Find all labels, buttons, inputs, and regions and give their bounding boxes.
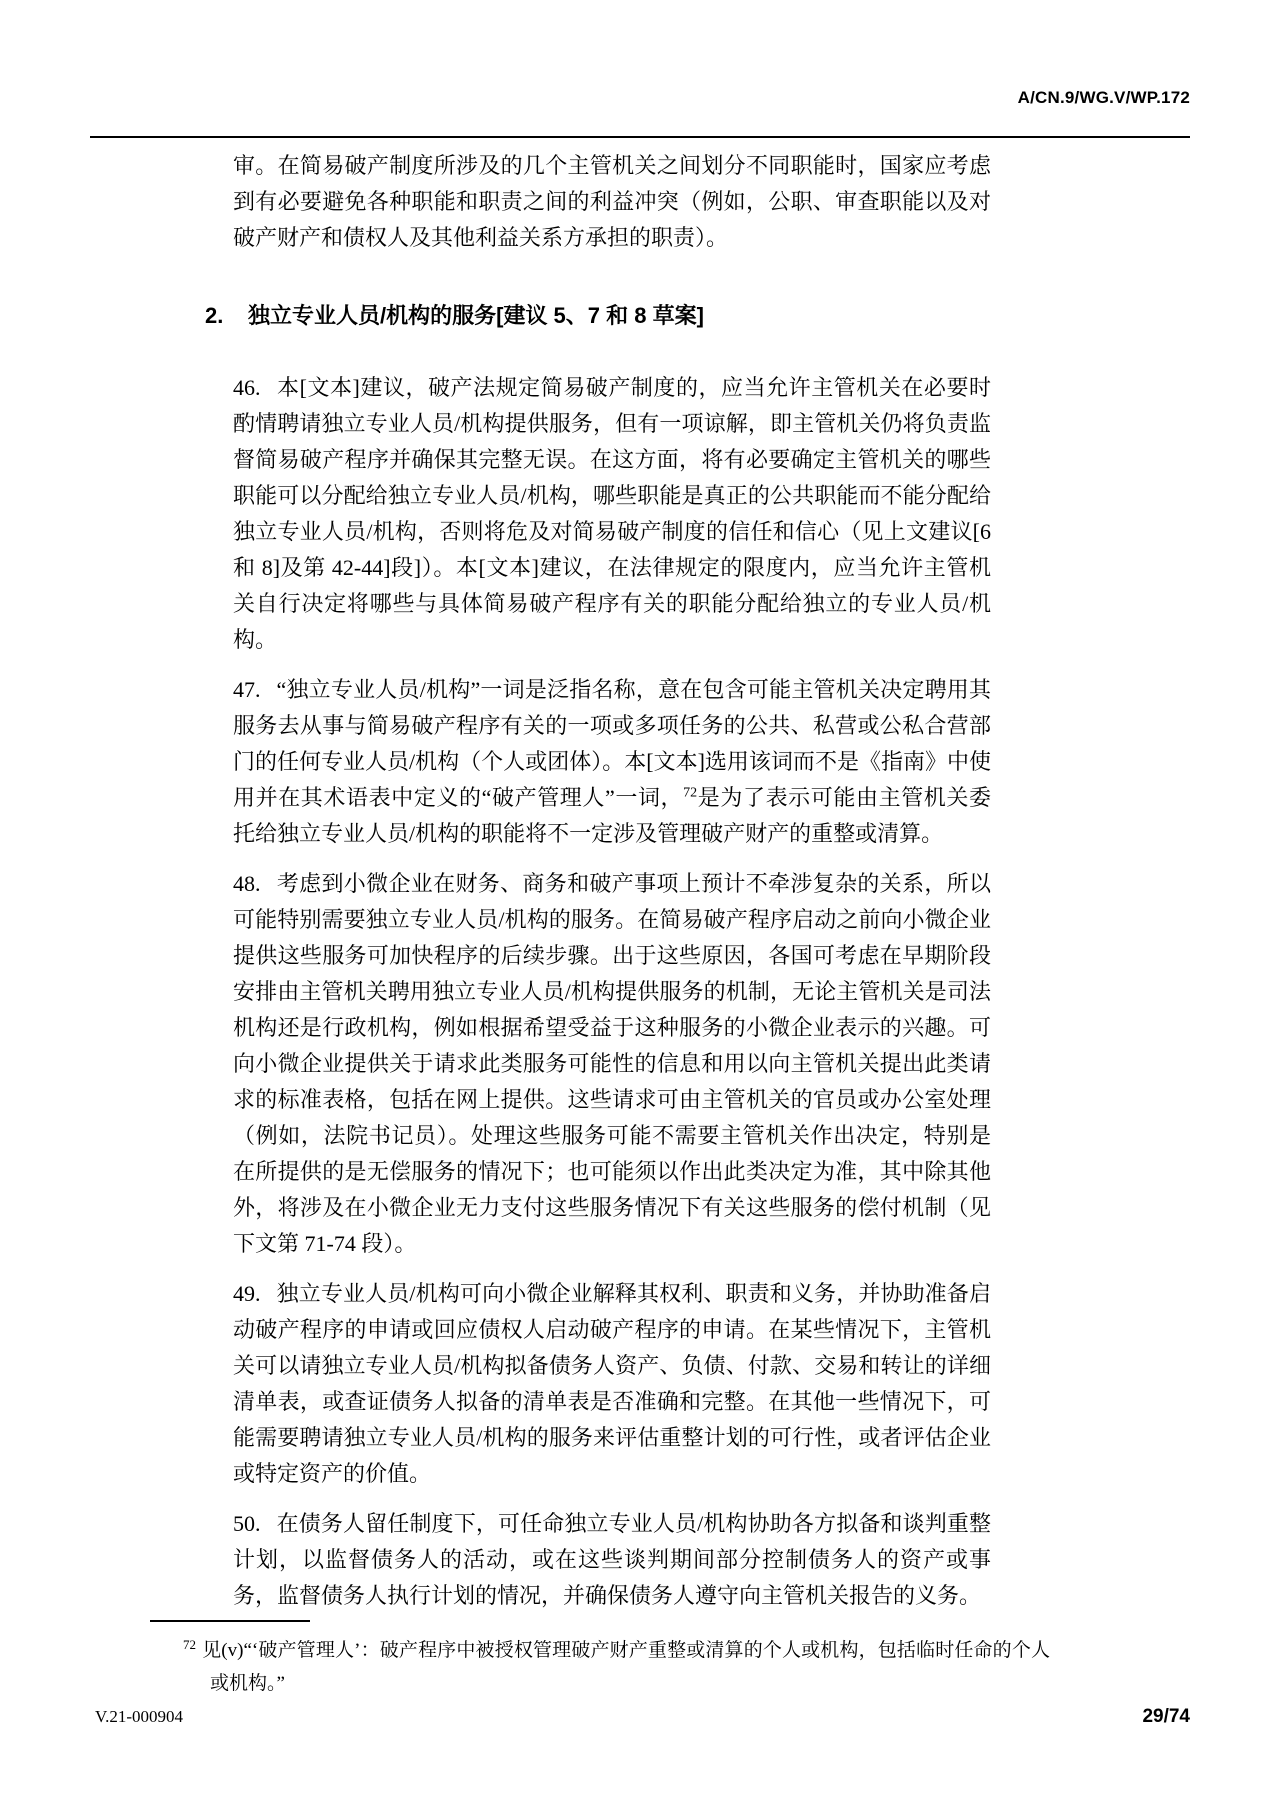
header-rule	[90, 136, 1190, 138]
footnote-separator	[150, 1620, 310, 1622]
paragraph-number: 46.	[233, 375, 261, 400]
paragraph-text: 在债务人留任制度下，可任命独立专业人员/机构协助各方拟备和谈判重整计划，以监督债务人的活动，或在这些谈判期间部分控制债务人的资产或事务，监督债务人执行计划的情况，并确保债务人遵守向主管机关报告的义务。	[233, 1511, 991, 1608]
paragraph-48	[233, 866, 991, 1262]
section-number: 2.	[205, 303, 224, 328]
paragraph-text: 是为了表示可能由主管机关委托给独立专业人员/机构的职能将不一定涉及管理破产财产的重整或清算。	[233, 785, 991, 846]
paragraph-text: 考虑到小微企业在财务、商务和破产事项上预计不牵涉复杂的关系，所以可能特别需要独立专业人员/机构的服务。在简易破产程序启动之前向小微企业提供这些服务可加快程序的后续步骤。出于这些原因，各国可考虑在早期阶段安排由主管机关聘用独立专业人员/机构提供服务的机制，无论主管机关是司法机构还是行政机构，例如根据希望受益于这种服务的小微企业表示的兴趣。可向小微企业提供关于请求此类服务可能性的信息和用以向主管机关提出此类请求的标准表格，包括在网上提供。这些请求可由主管机关的官员或办公室处理（例如，法院书记员）。处理这些服务可能不需要主管机关作出决定，特别是在所提供的是无偿服务的情况下；也可能须以作出此类决定为准，其中除其他外，将涉及在小微企业无力支付这些服务情况下有关这些服务的偿付机制（见下文第 71-74 段）。	[233, 871, 991, 1256]
paragraph-number: 49.	[233, 1281, 261, 1306]
section-heading	[205, 298, 991, 334]
footnote-72	[183, 1634, 1050, 1700]
paragraph-text: 独立专业人员/机构可向小微企业解释其权利、职责和义务，并协助准备启动破产程序的申请或回应债权人启动破产程序的申请。在某些情况下，主管机关可以请独立专业人员/机构拟备债务人资产、负债、付款、交易和转让的详细清单表，或查证债务人拟备的清单表是否准确和完整。在其他一些情况下，可能需要聘请独立专业人员/机构的服务来评估重整计划的可行性，或者评估企业或特定资产的价值。	[233, 1281, 991, 1486]
footnote-number: 72	[183, 1636, 196, 1652]
footer-page-number: 29/74	[1142, 1706, 1190, 1727]
body-content	[205, 148, 991, 1628]
paragraph-47	[233, 672, 991, 852]
intro-paragraph: 审。在简易破产制度所涉及的几个主管机关之间划分不同职能时，国家应考虑到有必要避免各种职能和职责之间的利益冲突（例如，公职、审查职能以及对破产财产和债权人及其他利益关系方承担的职责）。	[233, 153, 991, 250]
footer-doc-number: V.21-000904	[95, 1707, 183, 1726]
section-title: 独立专业人员/机构的服务[建议 5、7 和 8 草案]	[248, 303, 704, 328]
footnote-text: 见(v)“‘破产管理人’：破产程序中被授权管理破产财产重整或清算的个人或机构，包括临时任命的个人或机构。”	[202, 1640, 1050, 1694]
paragraph-number: 48.	[233, 871, 261, 896]
footnote-reference: 72	[683, 785, 698, 801]
paragraph-text: 本[文本]建议，破产法规定简易破产制度的，应当允许主管机关在必要时酌情聘请独立专业人员/机构提供服务，但有一项谅解，即主管机关仍将负责监督简易破产程序并确保其完整无误。在这方面，将有必要确定主管机关的哪些职能可以分配给独立专业人员/机构，哪些职能是真正的公共职能而不能分配给独立专业人员/机构，否则将危及对简易破产制度的信任和信心（见上文建议[6 和 8]及第 42-44]段]）。本[文本]建议，在法律规定的限度内，应当允许主管机关自行决定将哪些与具体简易破产程序有关的职能分配给独立的专业人员/机构。	[233, 375, 991, 652]
paragraph-number: 47.	[233, 677, 261, 702]
paragraph-46	[233, 370, 991, 658]
doc-symbol: A/CN.9/WG.V/WP.172	[1017, 88, 1190, 107]
footnote-area	[150, 1620, 1050, 1700]
paragraph-number: 50.	[233, 1511, 261, 1536]
page-footer	[95, 1706, 1190, 1728]
paragraph-text: “独立专业人员/机构”一词是泛指名称，意在包含可能主管机关决定聘用其服务去从事与简易破产程序有关的一项或多项任务的公共、私营或公私合营部门的任何专业人员/机构（个人或团体）。本[文本]选用该词而不是《指南》中使用并在其术语表中定义的“破产管理人”一词，	[233, 677, 991, 810]
paragraph-49	[233, 1276, 991, 1492]
paragraph-50	[233, 1506, 991, 1614]
